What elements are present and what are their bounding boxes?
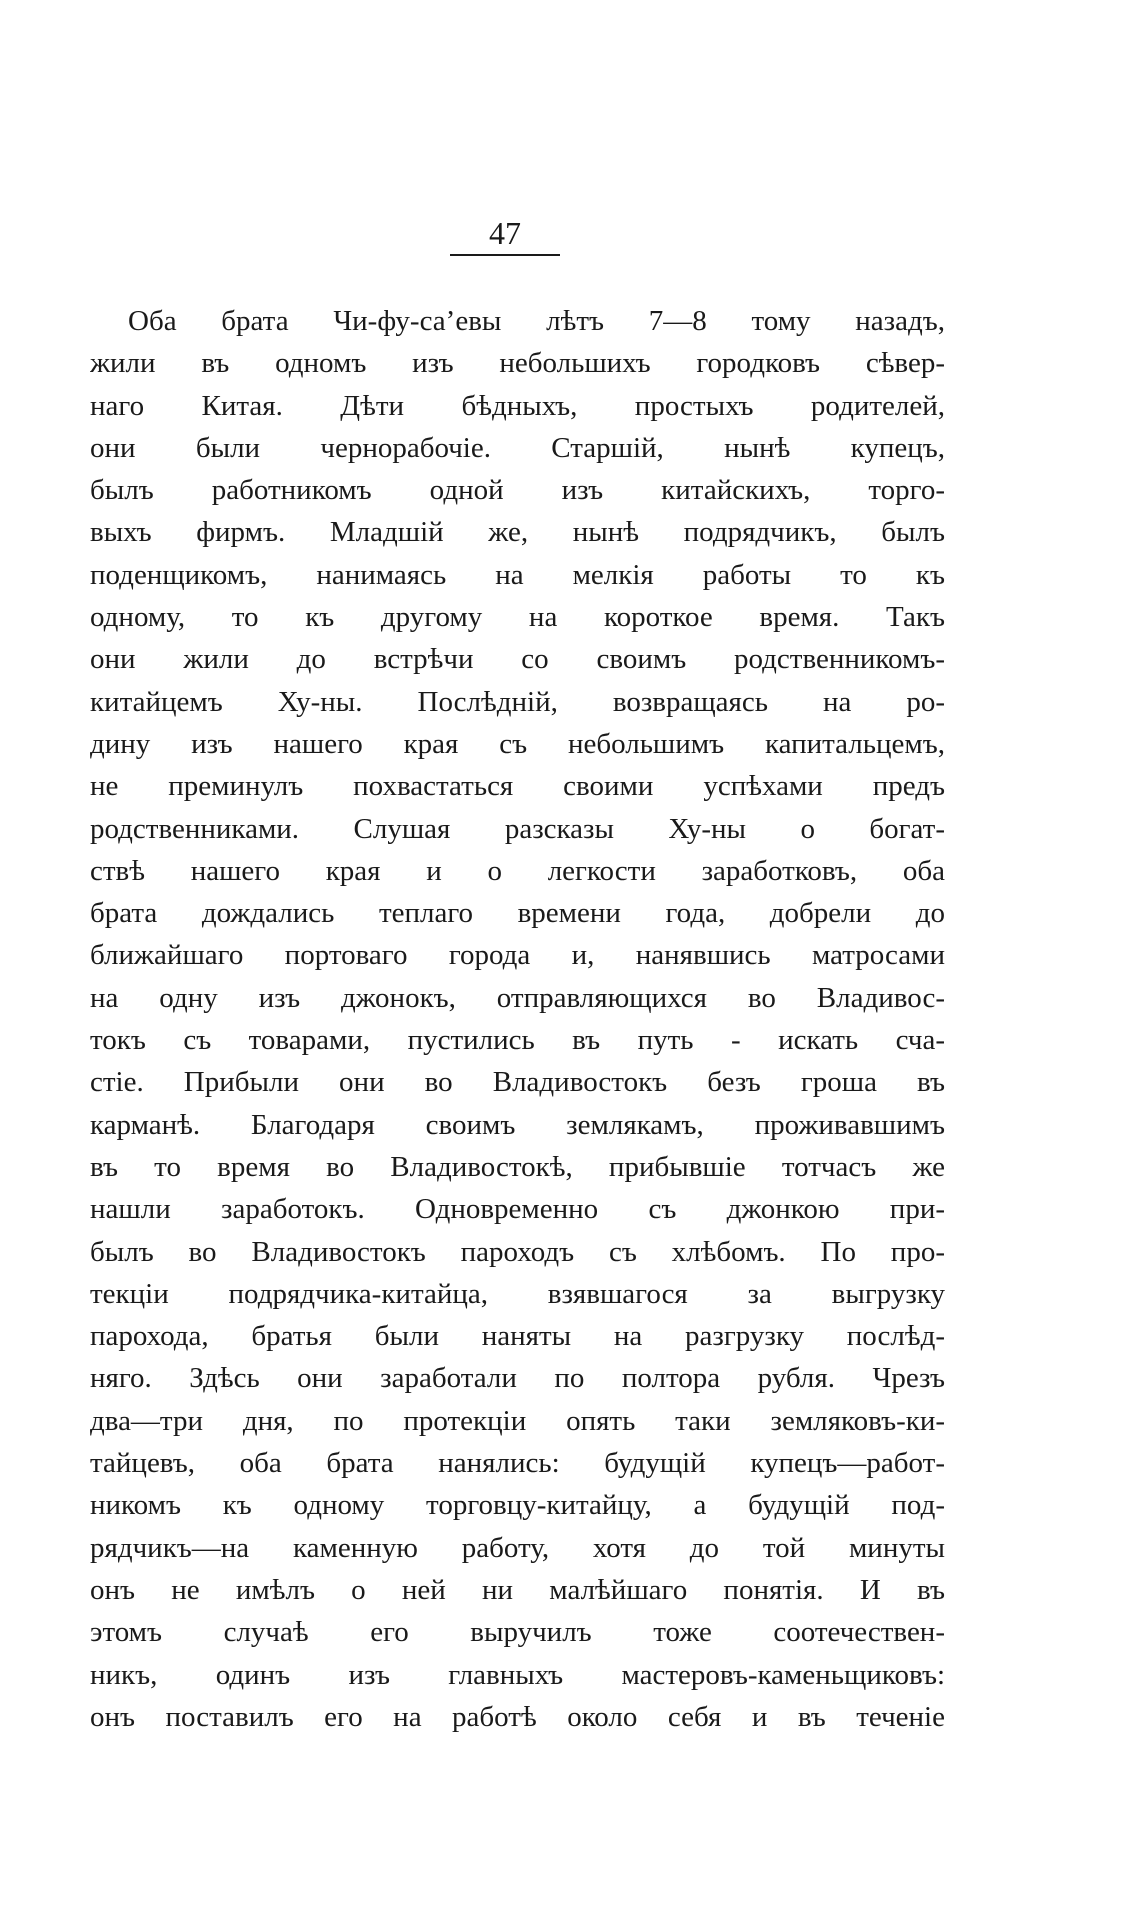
- text-line: никомъ къ одному торговцу-китайцу, а будущій под-: [90, 1489, 945, 1522]
- text-line: няго. Здѣсь они заработали по полтора рубля. Чрезъ: [90, 1362, 945, 1395]
- text-line: въ то время во Владивостокѣ, прибывшіе тотчасъ же: [90, 1150, 945, 1183]
- text-line: дину изъ нашего края съ небольшимъ капитальцемъ,: [90, 727, 945, 760]
- text-line: токъ съ товарами, пустились въ путь - искать сча-: [90, 1024, 945, 1057]
- text-line: онъ не имѣлъ о ней ни малѣйшаго понятія. И въ: [90, 1573, 945, 1606]
- text-line: никъ, одинъ изъ главныхъ мастеровъ-каменьщиковъ:: [90, 1658, 945, 1691]
- text-line: ствѣ нашего края и о легкости заработковъ, оба: [90, 854, 945, 887]
- text-line: стіе. Прибыли они во Владивостокъ безъ гроша въ: [90, 1066, 945, 1099]
- text-line: ближайшаго портоваго города и, нанявшись матросами: [90, 939, 945, 972]
- text-line: не преминулъ похвастаться своими успѣхами предъ: [90, 770, 945, 803]
- text-line: парохода, братья были наняты на разгрузку послѣд-: [90, 1320, 945, 1353]
- text-line: китайцемъ Ху-ны. Послѣдній, возвращаясь на ро-: [90, 685, 945, 718]
- text-line: карманѣ. Благодаря своимъ землякамъ, проживавшимъ: [90, 1108, 945, 1141]
- text-line: они жили до встрѣчи со своимъ родственникомъ-: [90, 643, 945, 676]
- text-line: былъ во Владивостокъ пароходъ съ хлѣбомъ. По про-: [90, 1235, 945, 1268]
- text-line: жили въ одномъ изъ небольшихъ городковъ сѣвер-: [90, 347, 945, 380]
- text-line: наго Китая. Дѣти бѣдныхъ, простыхъ родителей,: [90, 389, 945, 422]
- text-line: Оба брата Чи-фу-са’евы лѣтъ 7—8 тому назадъ,: [128, 305, 945, 337]
- text-line: два—три дня, по протекціи опять таки земляковъ-ки-: [90, 1404, 945, 1437]
- text-line: текціи подрядчика-китайца, взявшагося за выгрузку: [90, 1277, 945, 1310]
- text-line: этомъ случаѣ его выручилъ тоже соотечествен-: [90, 1616, 945, 1649]
- text-line: выхъ фирмъ. Младшій же, нынѣ подрядчикъ, былъ: [90, 516, 945, 549]
- page-number: 47: [489, 215, 521, 251]
- text-line: тайцевъ, оба брата нанялись: будущій купецъ—работ-: [90, 1447, 945, 1480]
- text-line: былъ работникомъ одной изъ китайскихъ, торго-: [90, 474, 945, 507]
- text-line: нашли заработокъ. Одновременно съ джонкою при-: [90, 1193, 945, 1226]
- text-line: онъ поставилъ его на работѣ около себя и въ теченіе: [90, 1700, 945, 1733]
- text-line: поденщикомъ, нанимаясь на мелкія работы то къ: [90, 558, 945, 591]
- text-line: рядчикъ—на каменную работу, хотя до той минуты: [90, 1531, 945, 1564]
- text-line: родственниками. Слушая разсказы Ху-ны о богат-: [90, 812, 945, 845]
- text-line: они были чернорабочіе. Старшій, нынѣ купецъ,: [90, 431, 945, 464]
- text-line: на одну изъ джонокъ, отправляющихся во Владивос-: [90, 981, 945, 1014]
- text-line: брата дождались теплаго времени года, добрели до: [90, 897, 945, 930]
- text-line: одному, то къ другому на короткое время. Такъ: [90, 601, 945, 634]
- header-rule: [450, 254, 560, 256]
- body-text: [90, 300, 945, 1738]
